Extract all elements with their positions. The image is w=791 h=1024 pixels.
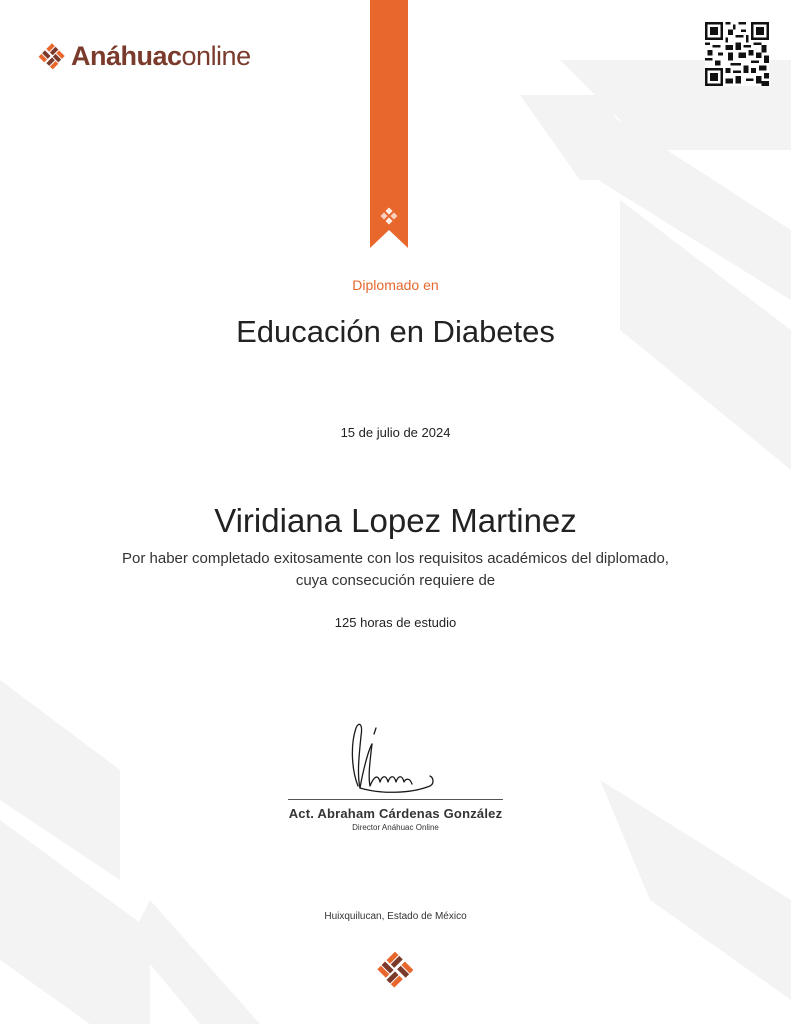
anahuac-logo-icon xyxy=(38,42,66,70)
brand-name-light: online xyxy=(181,40,251,71)
recipient-name: Viridiana Lopez Martinez xyxy=(214,502,577,539)
issue-date: 15 de julio de 2024 xyxy=(340,425,451,440)
study-hours: 125 horas de estudio xyxy=(334,615,457,630)
brand-wordmark xyxy=(71,40,251,71)
ribbon-icon xyxy=(370,0,408,248)
signer-role: Director Anáhuac Online xyxy=(352,823,439,832)
qr-code[interactable] xyxy=(705,22,769,86)
signature xyxy=(330,716,440,798)
signature-line xyxy=(288,799,503,800)
program-title: Educación en Diabetes xyxy=(236,314,555,349)
description-line-2: cuya consecución requiere de xyxy=(295,572,496,589)
description-line-1: Por haber completado exitosamente con los requisitos académicos del diplomado, xyxy=(122,550,669,567)
signer-name: Act. Abraham Cárdenas González xyxy=(288,806,503,821)
brand-name-bold: Anáhuac xyxy=(71,40,182,71)
diploma-kicker: Diplomado en xyxy=(352,277,439,293)
location: Huixquilucan, Estado de México xyxy=(324,911,467,922)
brand-logo xyxy=(38,42,251,70)
completion-description xyxy=(0,548,791,592)
footer-logo-icon xyxy=(373,948,417,992)
